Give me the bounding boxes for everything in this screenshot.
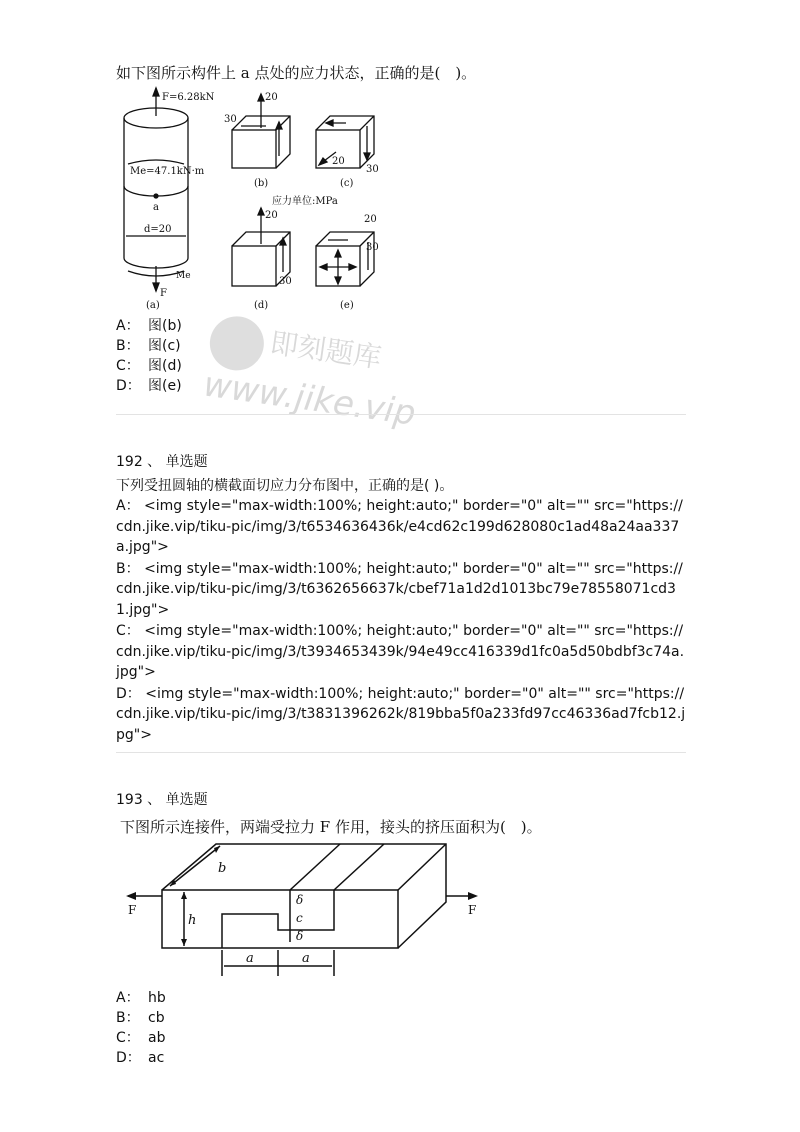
divider [116, 752, 686, 753]
cube-d [232, 208, 290, 286]
option-b[interactable]: B： cb [116, 1010, 165, 1026]
q193-figure [120, 838, 490, 978]
watermark-url: www.jike.vip [201, 364, 419, 434]
caption-e: (e) [340, 300, 354, 311]
dim-delta-bottom: δ [296, 929, 304, 943]
option-b[interactable]: B： <img style="max-width:100%; height:auto;" border="0" alt="" src="https://cdn.jike.vip/tiku-pic/img/3/t6362656637k/cbef71a1d2d1013bc79e78558071cd31.jpg"> [116, 560, 683, 618]
option-b[interactable]: B： 图(c) [116, 338, 181, 354]
q192-header: 192 、 单选题 [116, 454, 208, 470]
dim-b: b [218, 861, 227, 876]
option-d[interactable]: D： ac [116, 1050, 165, 1066]
cube-b-value-30: 30 [224, 114, 237, 125]
q193-options [116, 988, 686, 1068]
force-left: F [128, 903, 137, 917]
cube-c [316, 116, 374, 168]
cube-e [316, 232, 374, 286]
q191-stem: 如下图所示构件上 a 点处的应力状态，正确的是( )。 [116, 64, 477, 82]
q193-stem: 下图所示连接件，两端受拉力 F 作用，接头的挤压面积为( )。 [120, 818, 542, 836]
caption-c: (c) [340, 178, 354, 189]
q191-options [116, 316, 686, 396]
cube-e-value-20: 20 [364, 214, 377, 225]
cube-e-value-30: 30 [366, 242, 379, 253]
q193-header: 193 、 单选题 [116, 792, 208, 808]
divider [116, 414, 686, 415]
option-a[interactable]: A： <img style="max-width:100%; height:auto;" border="0" alt="" src="https://cdn.jike.vip/tiku-pic/img/3/t6534636436k/e4cd62c199d628080c1ad48a24aa337a.jpg"> [116, 498, 683, 555]
q192-stem: 下列受扭圆轴的横截面切应力分布图中，正确的是( )。 [116, 478, 454, 494]
diameter-label: d=20 [144, 224, 172, 235]
option-d[interactable]: D： 图(e) [116, 378, 182, 394]
cube-b [232, 94, 290, 168]
dim-a-left: a [246, 951, 254, 966]
option-c[interactable]: C： 图(d) [116, 358, 182, 374]
cylinder-figure [124, 88, 188, 291]
force-label: F=6.28kN [162, 92, 215, 103]
force-right: F [468, 903, 477, 917]
cube-c-value-30: 30 [366, 164, 379, 175]
dim-h: h [188, 913, 197, 928]
option-c[interactable]: C： ab [116, 1030, 166, 1046]
caption-a: (a) [146, 300, 160, 311]
torque-label: Me=47.1kN·m [130, 166, 205, 177]
option-a[interactable]: A： 图(b) [116, 318, 182, 334]
watermark-brand: 即刻题库 [268, 326, 384, 375]
me-label: Me [176, 271, 191, 281]
dim-a-right: a [302, 951, 310, 966]
caption-b: (b) [254, 178, 269, 189]
cube-d-value-30: 30 [279, 276, 292, 287]
cube-d-value-20: 20 [265, 210, 278, 221]
q192-options [116, 496, 686, 745]
caption-d: (d) [254, 300, 269, 311]
unit-label: 应力单位:MPa [272, 196, 338, 207]
option-d[interactable]: D： <img style="max-width:100%; height:auto;" border="0" alt="" src="https://cdn.jike.vip/tiku-pic/img/3/t3831396262k/819bba5f0a233fd97cc46336ad7fcb12.jpg"> [116, 685, 686, 743]
dim-delta-top: δ [296, 893, 304, 907]
point-label: a [153, 202, 159, 213]
option-a[interactable]: A： hb [116, 990, 166, 1006]
cube-b-value-20: 20 [265, 92, 278, 103]
dim-c: c [296, 911, 303, 925]
cube-c-value-20: 20 [332, 156, 345, 167]
q191-figure [116, 86, 386, 316]
f-label: F [160, 288, 167, 299]
option-c[interactable]: C： <img style="max-width:100%; height:auto;" border="0" alt="" src="https://cdn.jike.vip/tiku-pic/img/3/t3934653439k/94e49cc416339d1fc0a5d50bdbf3c74a.jpg"> [116, 623, 685, 680]
